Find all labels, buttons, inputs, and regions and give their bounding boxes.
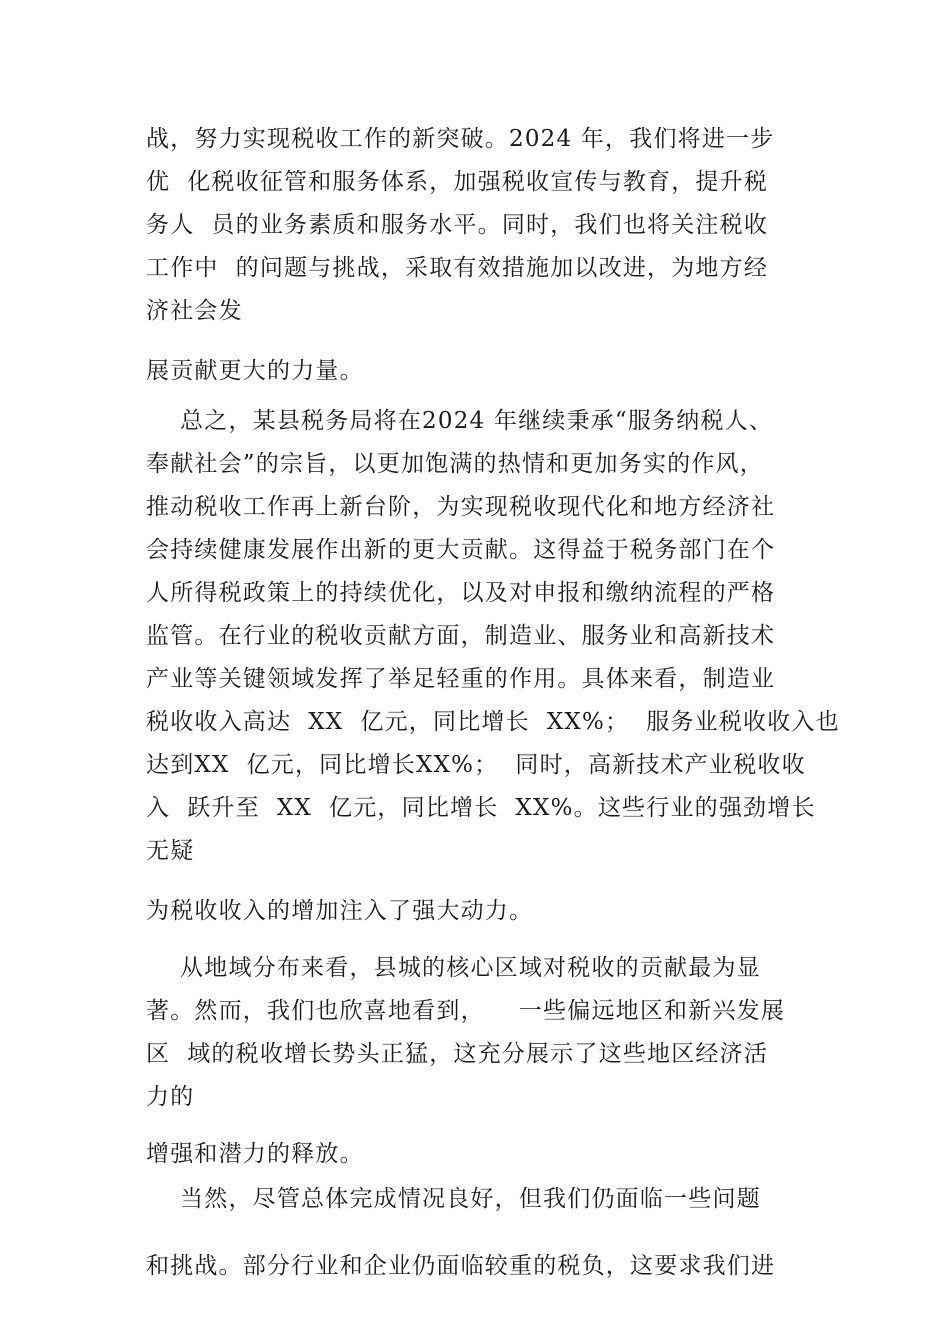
paragraph-start-line: 从地域分布来看，县城的核心区域对税收的贡献最为显: [146, 955, 761, 981]
text-line: 推动税收工作再上新台阶，为实现税收现代化和地方经济社: [146, 494, 776, 520]
paragraph-start-line: 当然，尽管总体完成情况良好，但我们仍面临一些问题: [146, 1186, 761, 1212]
text-line: 人所得税政策上的持续优化，以及对申报和缴纳流程的严格: [146, 580, 776, 606]
text-line: 达到XX 亿元，同比增长XX%； 同时，高新技术产业税收收: [146, 752, 806, 778]
text-line: 力的: [146, 1084, 195, 1110]
text-line: 产业等关键领域发挥了举足轻重的作用。具体来看，制造业: [146, 666, 776, 692]
text-line: 济社会发: [146, 298, 243, 324]
text-line: 为税收收入的增加注入了强大动力。: [146, 898, 534, 924]
text-line: 优 化税收征管和服务体系，加强税收宣传与教育，提升税: [146, 169, 769, 195]
text-line: 展贡献更大的力量。: [146, 358, 364, 384]
text-line: 工作中 的问题与挑战，采取有效措施加以改进，为地方经: [146, 255, 769, 281]
text-line: 税收收入高达 XX 亿元，同比增长 XX%； 服务业税收收入也: [146, 709, 840, 735]
text-line: 增强和潜力的释放。: [146, 1141, 364, 1167]
text-line: 和挑战。部分行业和企业仍面临较重的税负，这要求我们进: [146, 1253, 776, 1279]
text-line: 奉献社会”的宗旨，以更加饱满的热情和更加务实的作风，: [146, 451, 764, 477]
text-line: 务人 员的业务素质和服务水平。同时，我们也将关注税收: [146, 212, 769, 238]
text-line: 著。然而，我们也欣喜地看到， 一些偏远地区和新兴发展: [146, 998, 786, 1024]
text-line: 入 跃升至 XX 亿元，同比增长 XX%。这些行业的强劲增长: [146, 795, 816, 821]
paragraph-start-line: 总之，某县税务局将在2024 年继续秉承“服务纳税人、: [146, 408, 774, 434]
text-line: 战，努力实现税收工作的新突破。2024 年，我们将进一步: [146, 126, 775, 152]
text-line: 区 域的税收增长势头正猛，这充分展示了这些地区经济活: [146, 1041, 769, 1067]
text-line: 会持续健康发展作出新的更大贡献。这得益于税务部门在个: [146, 537, 776, 563]
text-line: 无疑: [146, 838, 195, 864]
text-line: 监管。在行业的税收贡献方面，制造业、服务业和高新技术: [146, 623, 776, 649]
